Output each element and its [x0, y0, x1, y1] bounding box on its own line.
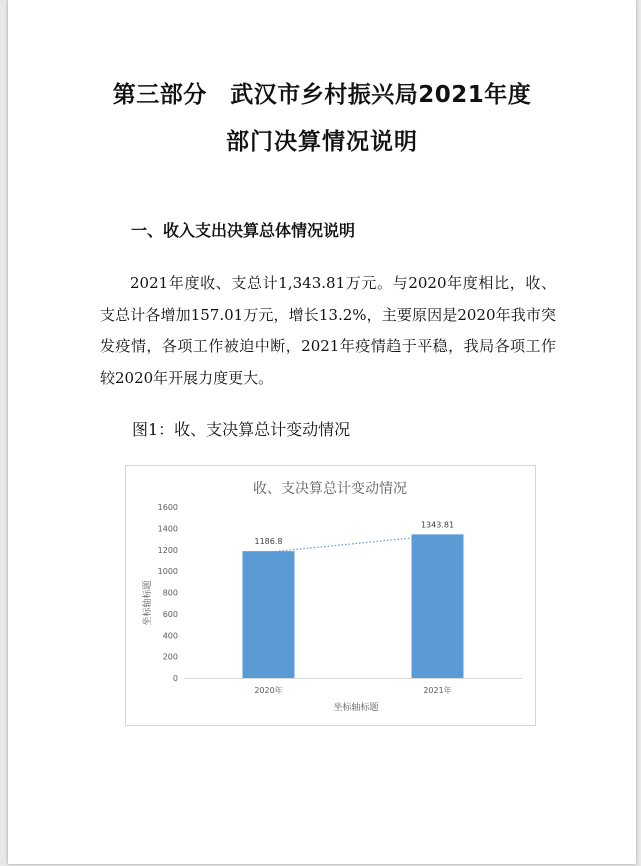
- y-tick-label: 600: [162, 609, 178, 619]
- x-tick-label: 2020年: [254, 686, 283, 695]
- body-paragraph: 2021年度收、支总计1,343.81万元。与2020年度相比，收、支总计各增加157.01万元，增长13.2%，主要原因是2020年我市突发疫情，各项工作被迫中断，2021年疫情趋于平稳，我局各项工作较2020年开展力度更大。: [100, 274, 556, 387]
- x-tick-label: 2021年: [423, 686, 452, 695]
- bar-chart: [126, 466, 535, 725]
- y-tick-label: 1000: [157, 567, 178, 577]
- y-axis-title: 坐标轴标题: [143, 580, 153, 626]
- x-axis-title: 坐标轴标题: [333, 703, 379, 713]
- y-tick-label: 1200: [157, 545, 178, 555]
- y-tick-label: 1600: [157, 503, 178, 512]
- document-title-line2: 部门决算情况说明: [226, 129, 418, 155]
- document-page: [8, 0, 636, 864]
- bar-1: [243, 551, 295, 678]
- y-tick-label: 0: [172, 674, 178, 683]
- data-label: 1343.81: [420, 520, 455, 530]
- y-tick-label: 800: [162, 588, 178, 598]
- y-tick-label: 400: [162, 631, 178, 641]
- bar-2: [412, 534, 464, 678]
- data-label: 1186.8: [254, 537, 283, 547]
- y-tick-label: 1400: [157, 524, 178, 534]
- y-tick-label: 200: [162, 652, 178, 662]
- chart-frame: [125, 465, 536, 726]
- document-title-line1: 第三部分 武汉市乡村振兴局2021年度: [112, 82, 532, 108]
- chart-title: 收、支决算总计变动情况: [253, 481, 407, 497]
- section-heading: 一、收入支出决算总体情况说明: [131, 221, 356, 240]
- figure-caption: 图1：收、支决算总计变动情况: [132, 420, 351, 439]
